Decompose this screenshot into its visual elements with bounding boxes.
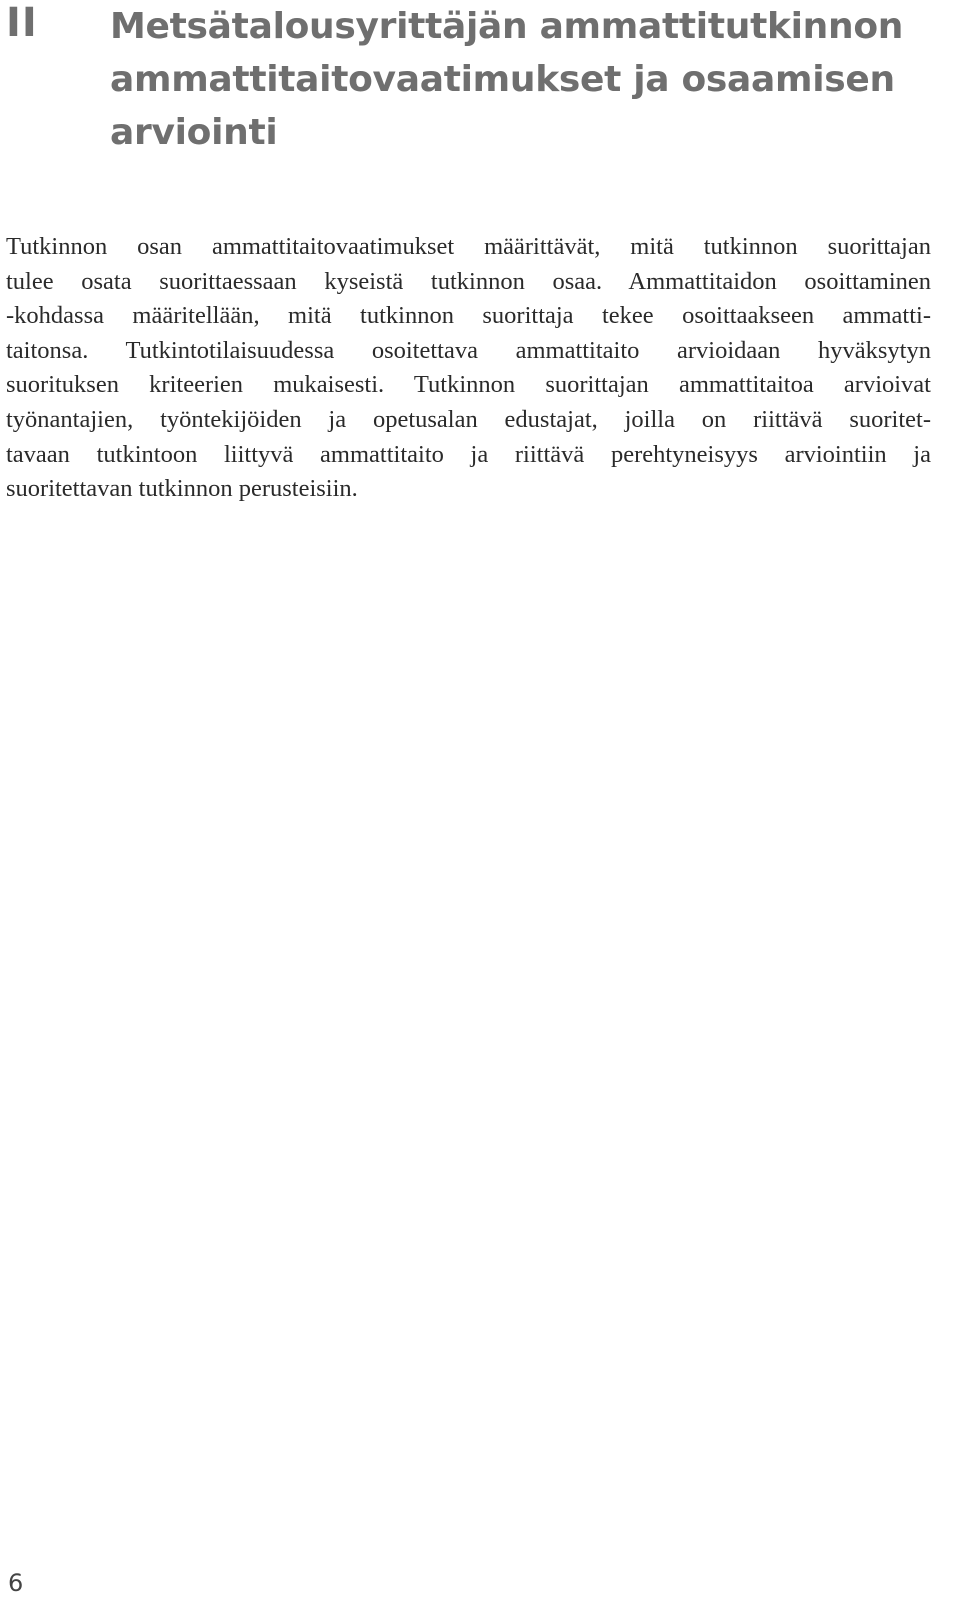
paragraph-line: työnantajien, työntekijöiden ja opetusalan edustajat, joilla on riittävä suoritet- xyxy=(6,405,931,433)
chapter-number: II xyxy=(6,0,38,46)
chapter-title-line: arviointi xyxy=(110,112,278,153)
paragraph-line: suorituksen kriteerien mukaisesti. Tutkinnon suorittajan ammattitaitoa arvioivat xyxy=(6,371,931,399)
body-paragraph xyxy=(6,230,931,507)
page-number: 6 xyxy=(8,1569,24,1597)
chapter-title-line: Metsätalousyrittäjän ammattitutkinnon xyxy=(110,6,904,47)
paragraph-line: tulee osata suorittaessaan kyseistä tutkinnon osaa. Ammattitaidon osoittaminen xyxy=(6,267,931,295)
chapter-title-line: ammattitaitovaatimukset ja osaamisen xyxy=(110,59,895,100)
paragraph-line: suoritettavan tutkinnon perusteisiin. xyxy=(6,475,358,503)
chapter-title xyxy=(110,0,930,159)
paragraph-line: taitonsa. Tutkintotilaisuudessa osoitettava ammattitaito arvioidaan hyväksytyn xyxy=(6,336,931,364)
paragraph-line: Tutkinnon osan ammattitaitovaatimukset määrittävät, mitä tutkinnon suorittajan xyxy=(6,233,931,260)
paragraph-line: tavaan tutkintoon liittyvä ammattitaito ja riittävä perehtyneisyys arviointiin ja xyxy=(6,440,931,468)
paragraph-line: -kohdassa määritellään, mitä tutkinnon suorittaja tekee osoittaakseen ammatti- xyxy=(6,302,931,330)
